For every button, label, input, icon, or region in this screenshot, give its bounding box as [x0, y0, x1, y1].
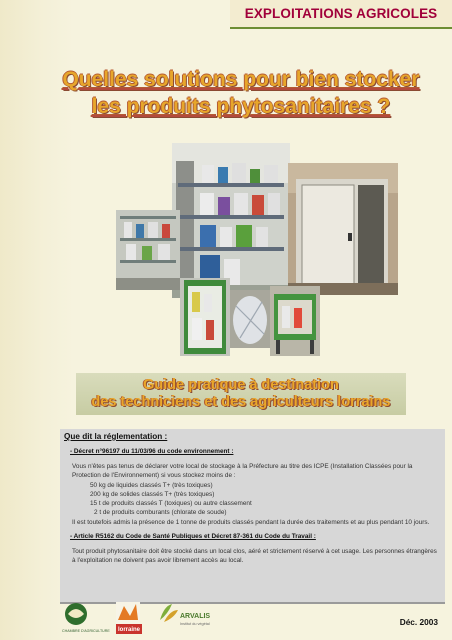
- regulation-box: [60, 429, 445, 604]
- svg-text:ARVALIS: ARVALIS: [180, 613, 211, 620]
- photo-storage-room: [288, 163, 398, 295]
- subtitle-box: [76, 373, 406, 415]
- photo-shelving-room: [116, 210, 180, 290]
- section1-note: Il est toutefois admis la présence de 1 tonne de produits classés pendant la durée des traitements et au plus pendant 10 jours.: [72, 518, 430, 526]
- section2-title: - Article R5162 du Code de Santé Publiques et Décret 87-361 du Code du Travail :: [70, 533, 316, 541]
- subtitle-line-1: Guide pratique à destination: [143, 377, 339, 393]
- photo-wrapped-products: [230, 290, 270, 348]
- section1-intro: Vous n'êtes pas tenus de déclarer votre local de stockage à la Préfecture au titre des ICPE (Installation Classées pour la Protection de l'Environnement) si vous stockez moins de :: [72, 463, 413, 480]
- threshold-item: 200 kg de solides classés T+ (très toxiques): [90, 490, 215, 498]
- svg-text:Institut du végétal: Institut du végétal: [180, 622, 210, 626]
- section2-text: Tout produit phytosanitaire doit être stocké dans un local clos, aéré et strictement réservé à cet usage. Les personnes étrangères à l'exploitation ne doivent pas avoir librement accès au local.: [72, 548, 437, 565]
- photo-green-box: [270, 286, 320, 356]
- arvalis-logo: [160, 604, 210, 626]
- chambre-agriculture-logo: [62, 603, 110, 633]
- subtitle-line-2: des techniciens et des agriculteurs lorrains: [91, 394, 391, 410]
- section1-text: [72, 462, 439, 527]
- header-bar: [230, 0, 452, 29]
- title-line-1: Quelles solutions pour bien stocker: [62, 68, 420, 91]
- header-label: EXPLOITATIONS AGRICOLES: [244, 6, 438, 21]
- partner-logos: [60, 600, 290, 638]
- regulation-heading: Que dit la réglementation :: [64, 432, 168, 441]
- photo-storage-shelves: [172, 143, 290, 298]
- main-title: [45, 66, 437, 120]
- lorraine-logo: [116, 602, 142, 634]
- partner-logos-graphic: [60, 600, 290, 638]
- threshold-item: 15 t de produits classés T (toxiques) ou autre classement: [90, 500, 252, 508]
- title-line-2: les produits phytosanitaires ?: [91, 95, 391, 118]
- threshold-item: 50 kg de liquides classés T+ (très toxiques): [90, 481, 213, 489]
- threshold-item: 2 t de produits comburants (chlorate de soude): [94, 509, 227, 517]
- section1-title: - Décret n°96197 du 11/03/96 du code environnement :: [70, 448, 234, 455]
- photo-green-cabinet: [180, 278, 230, 356]
- document-date: Déc. 2003: [399, 617, 438, 627]
- svg-text:CHAMBRE D'AGRICULTURE: CHAMBRE D'AGRICULTURE: [62, 629, 110, 633]
- svg-text:lorraine: lorraine: [118, 627, 141, 633]
